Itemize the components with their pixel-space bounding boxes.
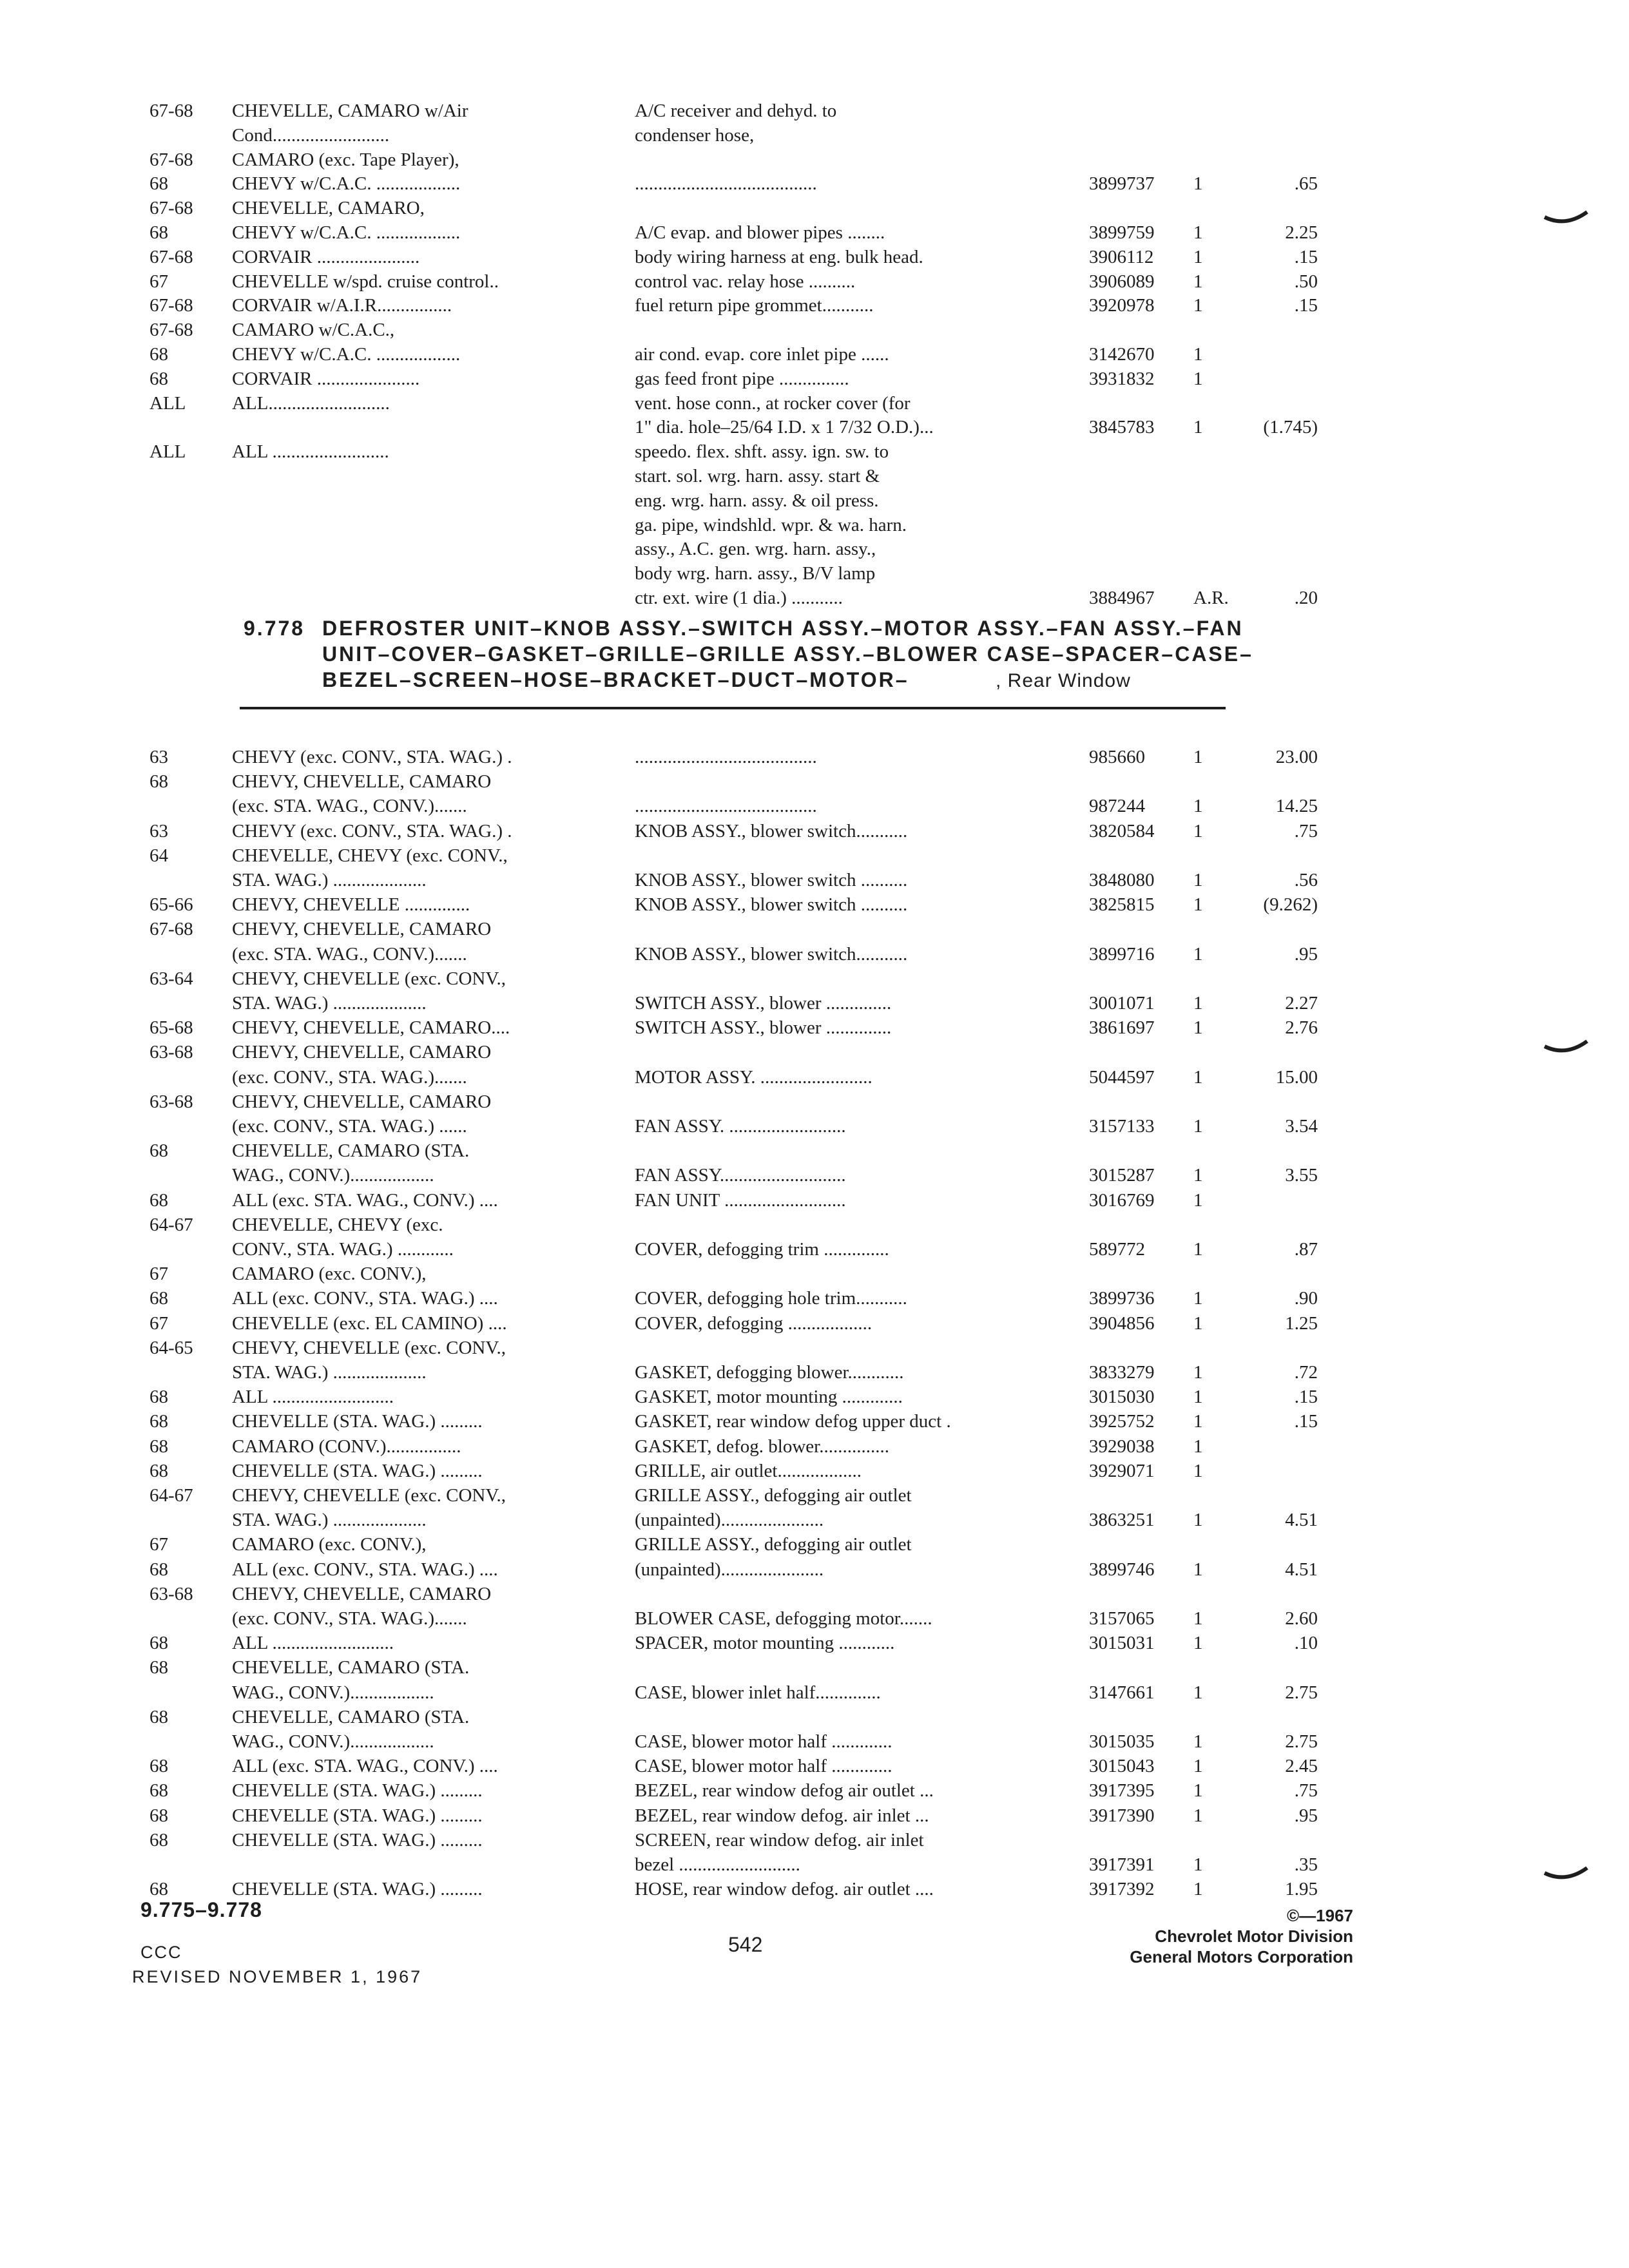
description: SCREEN, rear window defog. air inlet xyxy=(635,1829,924,1850)
description: A/C receiver and dehyd. to xyxy=(635,101,837,121)
model: CHEVELLE, CAMARO, xyxy=(232,198,425,219)
description: KNOB ASSY., blower switch........... xyxy=(635,943,908,965)
model-year: 63-68 xyxy=(149,1042,193,1063)
model-year: 68 xyxy=(149,1460,168,1481)
section-number: 9.778 xyxy=(244,617,305,640)
model: CHEVELLE, CAMARO (STA. xyxy=(232,1706,470,1727)
part-number: 3917395 xyxy=(1089,1780,1155,1802)
description: BLOWER CASE, defogging motor....... xyxy=(635,1608,932,1629)
model-year: 67-68 xyxy=(149,919,193,940)
model-year: 68 xyxy=(149,1657,168,1678)
part-number: 3157133 xyxy=(1089,1116,1155,1137)
model: CHEVY w/C.A.C. .................. xyxy=(232,173,461,195)
quantity: 1 xyxy=(1193,1165,1203,1186)
quantity: 1 xyxy=(1193,1362,1203,1383)
part-number: 3848080 xyxy=(1089,870,1155,890)
model-year: 67 xyxy=(149,1534,168,1555)
description: vent. hose conn., at rocker cover (for xyxy=(635,392,911,414)
quantity: 1 xyxy=(1193,820,1203,841)
model: ALL (exc. CONV., STA. WAG.) .... xyxy=(232,1559,498,1580)
quantity: 1 xyxy=(1193,1756,1203,1777)
quantity: 1 xyxy=(1193,1633,1203,1654)
quantity: A.R. xyxy=(1193,588,1229,608)
part-number: 3925752 xyxy=(1089,1411,1155,1432)
quantity: 1 xyxy=(1193,1608,1203,1629)
model: CHEVELLE (exc. EL CAMINO) .... xyxy=(232,1312,507,1334)
part-number: 3917392 xyxy=(1089,1879,1155,1900)
part-number: 3015043 xyxy=(1089,1756,1155,1777)
model-year: 67-68 xyxy=(149,246,193,267)
price: 14.25 xyxy=(1275,796,1318,817)
price: .72 xyxy=(1294,1362,1318,1383)
part-number: 3015035 xyxy=(1089,1731,1155,1752)
model: STA. WAG.) .................... xyxy=(232,1362,427,1383)
quantity: 1 xyxy=(1193,1682,1203,1703)
model-year: ALL xyxy=(149,441,186,463)
model-year: 64-65 xyxy=(149,1337,193,1358)
description: body wrg. harn. assy., B/V lamp xyxy=(635,563,876,584)
part-number: 3906112 xyxy=(1089,246,1154,267)
quantity: 1 xyxy=(1193,1731,1203,1752)
model: CHEVY, CHEVELLE, CAMARO xyxy=(232,1042,492,1063)
model: CHEVELLE, CAMARO (STA. xyxy=(232,1657,470,1678)
price: 2.27 xyxy=(1285,993,1318,1014)
quantity: 1 xyxy=(1193,1017,1203,1039)
section-title-line-2: UNIT–COVER–GASKET–GRILLE–GRILLE ASSY.–BLOWER CASE–SPACER–CASE– xyxy=(322,642,1253,666)
description: FAN ASSY. ......................... xyxy=(635,1116,846,1137)
quantity: 1 xyxy=(1193,368,1203,389)
model: ALL ......................... xyxy=(232,441,389,463)
part-number: 3157065 xyxy=(1089,1608,1155,1629)
model: WAG., CONV.).................. xyxy=(232,1731,434,1752)
model-year: ALL xyxy=(149,392,186,414)
description: GASKET, defogging blower............ xyxy=(635,1362,904,1383)
model-year: 63 xyxy=(149,747,168,767)
quantity: 1 xyxy=(1193,1780,1203,1802)
description: CASE, blower motor half ............. xyxy=(635,1756,892,1777)
description: GRILLE, air outlet.................. xyxy=(635,1460,862,1481)
model: STA. WAG.) .................... xyxy=(232,1510,427,1531)
price: .35 xyxy=(1294,1854,1318,1875)
model-year: 68 xyxy=(149,1436,168,1457)
quantity: 1 xyxy=(1193,943,1203,965)
model-year: 67 xyxy=(149,271,168,292)
price: 2.45 xyxy=(1285,1756,1318,1777)
footer-section-range: 9.775–9.778 xyxy=(140,1898,262,1921)
description: ....................................... xyxy=(635,796,817,817)
part-number: 3863251 xyxy=(1089,1510,1155,1531)
part-number: 3147661 xyxy=(1089,1682,1155,1703)
footer-corporation: General Motors Corporation xyxy=(1130,1947,1353,1966)
model: ALL (exc. CONV., STA. WAG.) .... xyxy=(232,1288,498,1309)
model-year: 67-68 xyxy=(149,101,193,121)
price: 1.95 xyxy=(1285,1879,1318,1900)
model: ALL .......................... xyxy=(232,1633,394,1654)
quantity: 1 xyxy=(1193,1288,1203,1309)
section-title-line-1: DEFROSTER UNIT–KNOB ASSY.–SWITCH ASSY.–MOTOR ASSY.–FAN ASSY.–FAN xyxy=(322,617,1244,640)
model: ALL (exc. STA. WAG., CONV.) .... xyxy=(232,1756,498,1777)
description: speedo. flex. shft. assy. ign. sw. to xyxy=(635,441,889,463)
model: (exc. CONV., STA. WAG.)....... xyxy=(232,1608,467,1629)
model-year: 67 xyxy=(149,1312,168,1334)
model-year: 68 xyxy=(149,1805,168,1826)
model-year: 68 xyxy=(149,1140,168,1162)
model-year: 68 xyxy=(149,222,168,243)
model: CHEVELLE, CHEVY (exc. CONV., xyxy=(232,845,508,866)
part-number: 3001071 xyxy=(1089,993,1155,1014)
part-number: 3884967 xyxy=(1089,588,1155,608)
model-year: 68 xyxy=(149,1387,168,1408)
model: (exc. STA. WAG., CONV.)....... xyxy=(232,943,467,965)
model-year: 63-68 xyxy=(149,1091,193,1112)
part-number: 3904856 xyxy=(1089,1312,1155,1334)
part-number: 3931832 xyxy=(1089,368,1155,389)
part-number: 3845783 xyxy=(1089,417,1155,438)
model-year: 63 xyxy=(149,820,168,841)
model-year: 68 xyxy=(149,1879,168,1900)
model-year: 68 xyxy=(149,173,168,195)
description: ctr. ext. wire (1 dia.) ........... xyxy=(635,588,843,608)
description: HOSE, rear window defog. air outlet .... xyxy=(635,1879,934,1900)
quantity: 1 xyxy=(1193,1066,1203,1088)
model: CAMARO (exc. CONV.), xyxy=(232,1534,427,1555)
description: KNOB ASSY., blower switch .......... xyxy=(635,894,908,916)
model: CHEVY (exc. CONV., STA. WAG.) . xyxy=(232,747,512,767)
quantity: 1 xyxy=(1193,173,1203,195)
model: CAMARO (CONV.)................ xyxy=(232,1436,461,1457)
part-number: 3820584 xyxy=(1089,820,1155,841)
description: BEZEL, rear window defog. air inlet ... xyxy=(635,1805,929,1826)
model: CAMARO w/C.A.C., xyxy=(232,320,395,341)
description: SPACER, motor mounting ............ xyxy=(635,1633,895,1654)
part-number: 3015030 xyxy=(1089,1387,1155,1408)
model: CHEVELLE, CHEVY (exc. xyxy=(232,1214,443,1235)
description: A/C evap. and blower pipes ........ xyxy=(635,222,885,243)
description: FAN UNIT .......................... xyxy=(635,1189,846,1211)
part-number: 3917390 xyxy=(1089,1805,1155,1826)
quantity: 1 xyxy=(1193,1239,1203,1260)
model-year: 67 xyxy=(149,1264,168,1285)
model-year: 68 xyxy=(149,1756,168,1777)
quantity: 1 xyxy=(1193,246,1203,267)
description: GASKET, defog. blower............... xyxy=(635,1436,889,1457)
model: CORVAIR ...................... xyxy=(232,368,420,389)
model: (exc. CONV., STA. WAG.) ...... xyxy=(232,1116,467,1137)
model-year: 68 xyxy=(149,344,168,365)
price: .75 xyxy=(1294,1780,1318,1802)
model-year: 68 xyxy=(149,1633,168,1654)
description: condenser hose, xyxy=(635,124,755,146)
description: 1" dia. hole–25/64 I.D. x 1 7/32 O.D.)... xyxy=(635,417,934,438)
model-year: 67-68 xyxy=(149,320,193,341)
quantity: 1 xyxy=(1193,344,1203,365)
model: CORVAIR w/A.I.R................ xyxy=(232,295,452,316)
description: GRILLE ASSY., defogging air outlet xyxy=(635,1534,912,1555)
model: CHEVELLE (STA. WAG.) ......... xyxy=(232,1780,483,1802)
description: GASKET, motor mounting ............. xyxy=(635,1387,903,1408)
model: CHEVELLE (STA. WAG.) ......... xyxy=(232,1411,483,1432)
description: GRILLE ASSY., defogging air outlet xyxy=(635,1485,912,1506)
model: CHEVY (exc. CONV., STA. WAG.) . xyxy=(232,820,512,841)
model: CORVAIR ...................... xyxy=(232,246,420,267)
price: .15 xyxy=(1294,1411,1318,1432)
part-number: 3929071 xyxy=(1089,1460,1155,1481)
model: Cond......................... xyxy=(232,124,390,146)
model: WAG., CONV.).................. xyxy=(232,1165,434,1186)
model: CHEVY, CHEVELLE, CAMARO.... xyxy=(232,1017,510,1039)
model-year: 67-68 xyxy=(149,295,193,316)
model: CHEVELLE, CAMARO (STA. xyxy=(232,1140,470,1162)
model-year: 68 xyxy=(149,771,168,793)
quantity: 1 xyxy=(1193,1387,1203,1408)
description: ga. pipe, windshld. wpr. & wa. harn. xyxy=(635,514,907,535)
model-year: 63-64 xyxy=(149,968,193,989)
price: .87 xyxy=(1294,1239,1318,1260)
model-year: 65-66 xyxy=(149,894,193,916)
price: 15.00 xyxy=(1275,1066,1318,1088)
part-number: 3142670 xyxy=(1089,344,1155,365)
model: WAG., CONV.).................. xyxy=(232,1682,434,1703)
model: CONV., STA. WAG.) ............ xyxy=(232,1239,454,1260)
price: (1.745) xyxy=(1263,417,1318,438)
quantity: 1 xyxy=(1193,1805,1203,1826)
model: CHEVELLE (STA. WAG.) ......... xyxy=(232,1829,483,1850)
description: (unpainted)...................... xyxy=(635,1559,824,1580)
part-number: 985660 xyxy=(1089,747,1145,767)
description: air cond. evap. core inlet pipe ...... xyxy=(635,344,889,365)
model-year: 68 xyxy=(149,1829,168,1850)
page-number: 542 xyxy=(728,1933,763,1956)
price: .10 xyxy=(1294,1633,1318,1654)
model-year: 68 xyxy=(149,368,168,389)
price: .56 xyxy=(1294,870,1318,890)
section-title-line-3: BEZEL–SCREEN–HOSE–BRACKET–DUCT–MOTOR– xyxy=(322,668,909,691)
part-number: 3899736 xyxy=(1089,1288,1155,1309)
footer-division: Chevrolet Motor Division xyxy=(1155,1927,1353,1946)
description: COVER, defogging .................. xyxy=(635,1312,872,1334)
quantity: 1 xyxy=(1193,271,1203,292)
quantity: 1 xyxy=(1193,1854,1203,1875)
price: .75 xyxy=(1294,820,1318,841)
price: 4.51 xyxy=(1285,1510,1318,1531)
model-year: 67-68 xyxy=(149,198,193,219)
model: CHEVELLE (STA. WAG.) ......... xyxy=(232,1879,483,1900)
section-title-suffix: , Rear Window xyxy=(996,670,1131,691)
model-year: 67-68 xyxy=(149,149,193,170)
model-year: 64 xyxy=(149,845,168,866)
quantity: 1 xyxy=(1193,993,1203,1014)
model-year: 68 xyxy=(149,1189,168,1211)
description: COVER, defogging hole trim........... xyxy=(635,1288,907,1309)
model: CHEVELLE w/spd. cruise control.. xyxy=(232,271,499,292)
quantity: 1 xyxy=(1193,295,1203,316)
description: BEZEL, rear window defog air outlet ... xyxy=(635,1780,934,1802)
part-number: 3899759 xyxy=(1089,222,1155,243)
model: CHEVY, CHEVELLE (exc. CONV., xyxy=(232,1485,506,1506)
section-divider xyxy=(240,707,1226,709)
part-number: 3899737 xyxy=(1089,173,1155,195)
part-number: 5044597 xyxy=(1089,1066,1155,1088)
model-year: 65-68 xyxy=(149,1017,193,1039)
description: KNOB ASSY., blower switch........... xyxy=(635,820,908,841)
footer-revised-date: REVISED NOVEMBER 1, 1967 xyxy=(132,1967,423,1986)
model: (exc. CONV., STA. WAG.)....... xyxy=(232,1066,467,1088)
binding-mark-icon xyxy=(1543,1039,1588,1055)
part-number: 3825815 xyxy=(1089,894,1155,916)
price: .50 xyxy=(1294,271,1318,292)
model: CHEVY, CHEVELLE, CAMARO xyxy=(232,1091,492,1112)
part-number: 3899746 xyxy=(1089,1559,1155,1580)
footer-code: CCC xyxy=(140,1943,182,1962)
model: CHEVY, CHEVELLE, CAMARO xyxy=(232,1583,492,1604)
part-number: 3929038 xyxy=(1089,1436,1155,1457)
part-number: 3015287 xyxy=(1089,1165,1155,1186)
model: CAMARO (exc. CONV.), xyxy=(232,1264,427,1285)
price: .15 xyxy=(1294,1387,1318,1408)
model: CHEVELLE, CAMARO w/Air xyxy=(232,101,468,121)
description: fuel return pipe grommet........... xyxy=(635,295,874,316)
model: CHEVY, CHEVELLE .............. xyxy=(232,894,470,916)
quantity: 1 xyxy=(1193,1879,1203,1900)
part-number: 3899716 xyxy=(1089,943,1155,965)
model: STA. WAG.) .................... xyxy=(232,993,427,1014)
price: .15 xyxy=(1294,246,1318,267)
description: CASE, blower motor half ............. xyxy=(635,1731,892,1752)
price: 2.76 xyxy=(1285,1017,1318,1039)
model: ALL .......................... xyxy=(232,1387,394,1408)
price: 2.60 xyxy=(1285,1608,1318,1629)
model-year: 68 xyxy=(149,1559,168,1580)
description: CASE, blower inlet half.............. xyxy=(635,1682,881,1703)
model-year: 64-67 xyxy=(149,1485,193,1506)
model-year: 63-68 xyxy=(149,1583,193,1604)
description: start. sol. wrg. harn. assy. start & xyxy=(635,466,880,486)
model-year: 68 xyxy=(149,1411,168,1432)
model: CHEVY, CHEVELLE, CAMARO xyxy=(232,771,492,793)
price: (9.262) xyxy=(1263,894,1318,916)
price: 3.54 xyxy=(1285,1116,1318,1137)
part-number: 3920978 xyxy=(1089,295,1155,316)
model-year: 68 xyxy=(149,1288,168,1309)
quantity: 1 xyxy=(1193,1460,1203,1481)
description: MOTOR ASSY. ........................ xyxy=(635,1066,872,1088)
quantity: 1 xyxy=(1193,796,1203,817)
price: .95 xyxy=(1294,1805,1318,1826)
part-number: 3861697 xyxy=(1089,1017,1155,1039)
description: gas feed front pipe ............... xyxy=(635,368,849,389)
description: COVER, defogging trim .............. xyxy=(635,1239,889,1260)
price: 2.75 xyxy=(1285,1731,1318,1752)
model: CHEVY w/C.A.C. .................. xyxy=(232,222,461,243)
model: CHEVELLE (STA. WAG.) ......... xyxy=(232,1460,483,1481)
description: ....................................... xyxy=(635,747,817,767)
price: 2.75 xyxy=(1285,1682,1318,1703)
model: ALL (exc. STA. WAG., CONV.) .... xyxy=(232,1189,498,1211)
model: CHEVY, CHEVELLE, CAMARO xyxy=(232,919,492,940)
quantity: 1 xyxy=(1193,1312,1203,1334)
price: 23.00 xyxy=(1275,747,1318,767)
price: .15 xyxy=(1294,295,1318,316)
price: 2.25 xyxy=(1285,222,1318,243)
quantity: 1 xyxy=(1193,1510,1203,1531)
binding-mark-icon xyxy=(1543,1865,1588,1882)
part-number: 3917391 xyxy=(1089,1854,1155,1875)
description: KNOB ASSY., blower switch .......... xyxy=(635,870,908,890)
part-number: 3833279 xyxy=(1089,1362,1155,1383)
description: SWITCH ASSY., blower .............. xyxy=(635,1017,892,1039)
quantity: 1 xyxy=(1193,1436,1203,1457)
quantity: 1 xyxy=(1193,1411,1203,1432)
footer-copyright: ©—1967 xyxy=(1287,1906,1353,1925)
model-year: 64-67 xyxy=(149,1214,193,1235)
model: CAMARO (exc. Tape Player), xyxy=(232,149,459,170)
price: 4.51 xyxy=(1285,1559,1318,1580)
quantity: 1 xyxy=(1193,1189,1203,1211)
model: CHEVELLE (STA. WAG.) ......... xyxy=(232,1805,483,1826)
description: control vac. relay hose .......... xyxy=(635,271,856,292)
quantity: 1 xyxy=(1193,870,1203,890)
part-number: 3015031 xyxy=(1089,1633,1155,1654)
description: assy., A.C. gen. wrg. harn. assy., xyxy=(635,539,876,560)
model: CHEVY, CHEVELLE (exc. CONV., xyxy=(232,1337,506,1358)
model-year: 68 xyxy=(149,1706,168,1727)
description: body wiring harness at eng. bulk head. xyxy=(635,246,923,267)
description: SWITCH ASSY., blower .............. xyxy=(635,993,892,1014)
model: ALL.......................... xyxy=(232,392,390,414)
part-number: 3016769 xyxy=(1089,1189,1155,1211)
quantity: 1 xyxy=(1193,222,1203,243)
part-number: 589772 xyxy=(1089,1239,1145,1260)
price: 3.55 xyxy=(1285,1165,1318,1186)
model: CHEVY, CHEVELLE (exc. CONV., xyxy=(232,968,506,989)
part-number: 3906089 xyxy=(1089,271,1155,292)
binding-mark-icon xyxy=(1543,209,1588,226)
model: CHEVY w/C.A.C. .................. xyxy=(232,344,461,365)
price: .90 xyxy=(1294,1288,1318,1309)
price: .65 xyxy=(1294,173,1318,195)
model-year: 68 xyxy=(149,1780,168,1802)
description: ....................................... xyxy=(635,173,817,195)
part-number: 987244 xyxy=(1089,796,1145,817)
quantity: 1 xyxy=(1193,417,1203,438)
description: bezel .......................... xyxy=(635,1854,800,1875)
price: .20 xyxy=(1294,588,1318,608)
description: FAN ASSY........................... xyxy=(635,1165,846,1186)
description: eng. wrg. harn. assy. & oil press. xyxy=(635,490,879,511)
price: .95 xyxy=(1294,943,1318,965)
description: (unpainted)...................... xyxy=(635,1510,824,1531)
quantity: 1 xyxy=(1193,1559,1203,1580)
quantity: 1 xyxy=(1193,747,1203,767)
price: 1.25 xyxy=(1285,1312,1318,1334)
quantity: 1 xyxy=(1193,894,1203,916)
description: GASKET, rear window defog upper duct . xyxy=(635,1411,951,1432)
model: (exc. STA. WAG., CONV.)....... xyxy=(232,796,467,817)
model: STA. WAG.) .................... xyxy=(232,870,427,890)
quantity: 1 xyxy=(1193,1116,1203,1137)
